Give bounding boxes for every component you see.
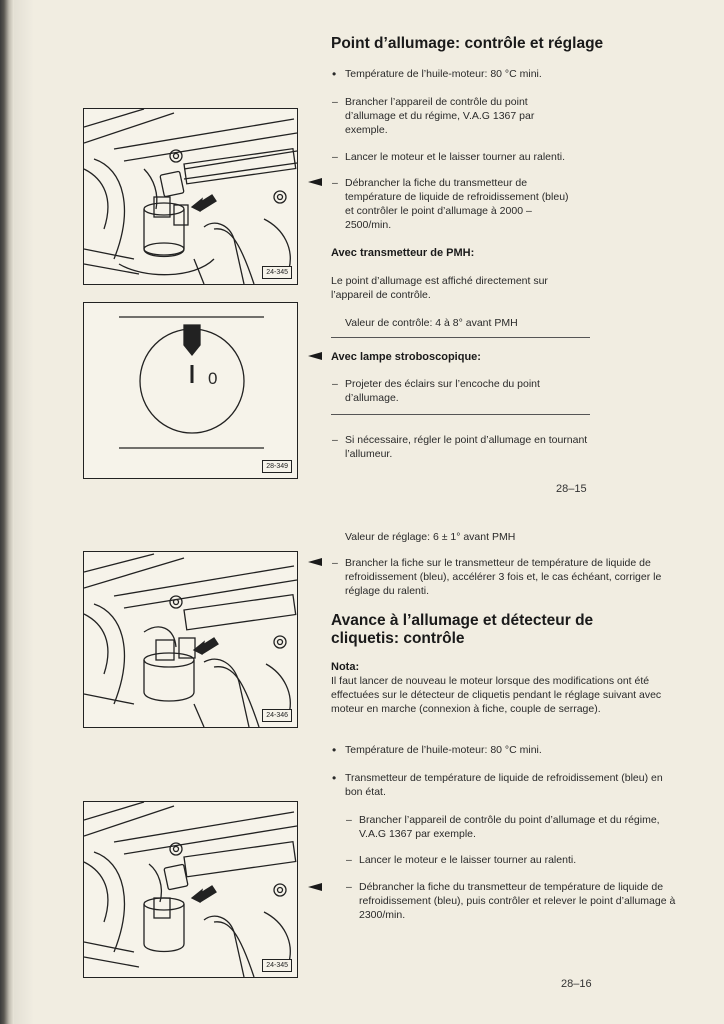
page-number: 28–15 — [556, 483, 587, 495]
pointer-arrow-icon — [308, 352, 322, 360]
figure-label: 24-346 — [262, 709, 292, 722]
section2-title-line2: cliquetis: contrôle — [331, 630, 465, 647]
page-number: 28–16 — [561, 978, 592, 990]
pmh-text: Le point d’allumage est affiché directement sur l’appareil de contrôle. — [331, 275, 548, 301]
section2-step-reconnect: – Brancher la fiche sur le transmetteur de température de liquide de refroidissement (bleu), accélérer 3 fois et, le cas échéant, corriger le réglage du ralenti. — [345, 556, 677, 598]
binding-shadow — [14, 0, 34, 1024]
section1-title: Point d’allumage: contrôle et réglage — [331, 35, 604, 52]
pointer-arrow-icon — [308, 883, 322, 891]
engine-illustration-2 — [83, 551, 298, 728]
strobe-heading: Avec lampe stroboscopique: — [331, 351, 481, 363]
pointer-arrow-icon — [308, 178, 322, 186]
section2-title-line1: Avance à l’allumage et détecteur de — [331, 612, 594, 629]
divider — [331, 414, 590, 415]
section2-bullet-oil-temp: • Température de l’huile-moteur: 80 °C mini. — [345, 743, 675, 757]
section2-step-disconnect: – Débrancher la fiche du transmetteur de température de liquide de refroidissement (bleu), puis contrôler et relever le point d’allumage à 2300/min. — [359, 880, 681, 922]
figure-label: 24-345 — [262, 959, 292, 972]
section2-bullet-sensor: • Transmetteur de température de liquide de refroidissement (bleu) en bon état. — [345, 771, 675, 799]
section1-step-disconnect: – Débrancher la fiche du transmetteur de température de liquide de refroidissement (bleu) et contrôler le point d’allumage à 2000 – 2500/min. — [345, 176, 577, 232]
nota-text: Il faut lancer de nouveau le moteur lorsque des modifications ont été effectuées sur le détecteur de cliquetis pendant le réglage suivant avec moteur en marche (connexion à fiche, couple de serrage). — [331, 675, 662, 715]
nota-label: Nota: — [331, 661, 360, 673]
divider — [331, 337, 590, 338]
figure-label: 24-345 — [262, 266, 292, 279]
adjust-value: Valeur de réglage: 6 ± 1° avant PMH — [345, 531, 516, 543]
adjust-step: – Si nécessaire, régler le point d’allumage en tournant l’allumeur. — [345, 433, 590, 461]
section1-bullet-oil-temp: • Température de l’huile-moteur: 80 °C mini. — [345, 67, 685, 81]
section2-step-connect: – Brancher l’appareil de contrôle du point d’allumage et du régime, V.A.G 1367 par exemple. — [359, 813, 679, 841]
engine-illustration-3 — [83, 801, 298, 978]
strobe-step: – Projeter des éclairs sur l’encoche du point d’allumage. — [345, 377, 585, 405]
engine-illustration-1 — [83, 108, 298, 285]
figure-label: 28-349 — [262, 460, 292, 473]
timing-mark-illustration — [83, 302, 298, 479]
check-value: Valeur de contrôle: 4 à 8° avant PMH — [345, 317, 518, 329]
section2-step-start-engine: – Lancer le moteur e le laisser tourner au ralenti. — [359, 853, 679, 867]
book-binding — [0, 0, 14, 1024]
section1-step-start-engine: – Lancer le moteur et le laisser tourner au ralenti. — [345, 150, 605, 164]
section1-step-connect: – Brancher l’appareil de contrôle du point d’allumage et du régime, V.A.G 1367 par exemple. — [345, 95, 570, 137]
timing-mark-zero: 0 — [208, 369, 218, 388]
pointer-arrow-icon — [308, 558, 322, 566]
pmh-heading: Avec transmetteur de PMH: — [331, 247, 475, 259]
